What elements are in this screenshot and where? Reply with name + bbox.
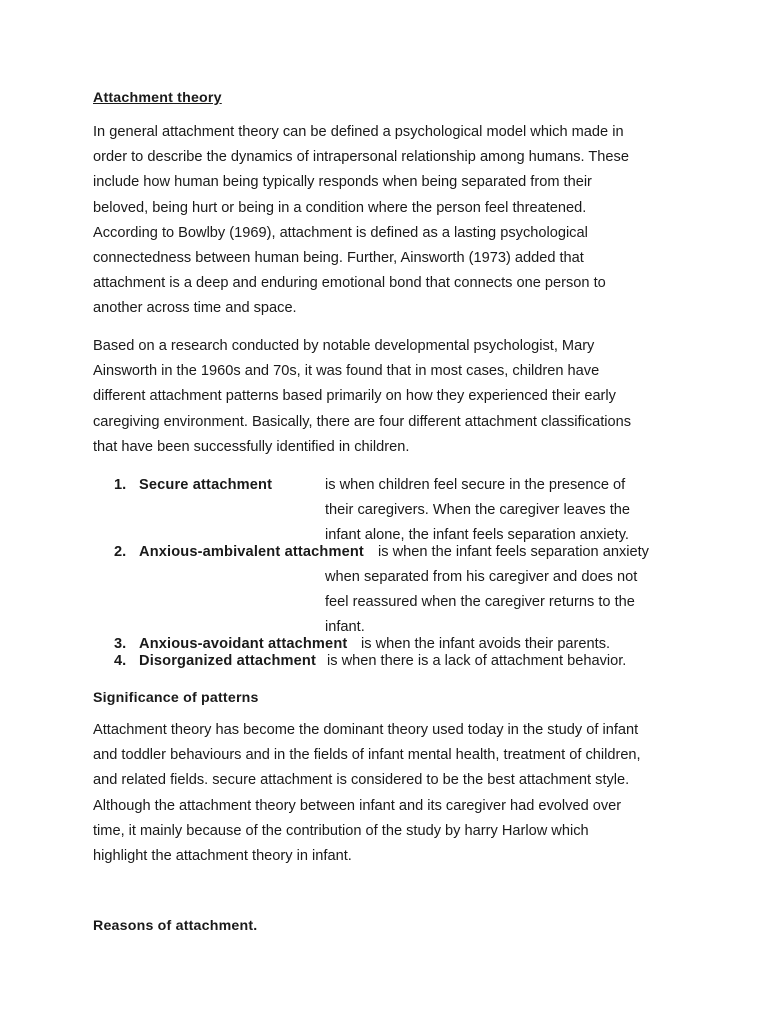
paragraph-line: Attachment theory has become the dominant theory used today in the study of infant xyxy=(93,722,639,738)
paragraph-line: In general attachment theory can be defined a psychological model which made in xyxy=(93,124,624,140)
paragraph-line: According to Bowlby (1969), attachment is defined as a lasting psychological xyxy=(93,224,588,241)
list-term: Disorganized attachment xyxy=(139,653,316,669)
list-description-line: feel reassured when the caregiver returns to the xyxy=(325,594,635,610)
list-number: 3. xyxy=(114,636,127,652)
paragraph-line: highlight the attachment theory in infant. xyxy=(93,848,352,865)
paragraph-research xyxy=(93,334,693,460)
heading-significance-of-patterns: Significance of patterns xyxy=(93,690,259,706)
list-number: 2. xyxy=(114,544,127,560)
paragraph-line: connectedness between human being. Further, Ainsworth (1973) added that xyxy=(93,250,584,267)
list-description-line: is when children feel secure in the presence of xyxy=(325,477,626,493)
list-term: Secure attachment xyxy=(139,477,273,493)
paragraph-line: time, it mainly because of the contribution of the study by harry Harlow which xyxy=(93,822,589,839)
list-description-line: infant alone, the infant feels separation anxiety. xyxy=(325,527,629,543)
paragraph-line: Although the attachment theory between infant and its caregiver had evolved over xyxy=(93,797,622,814)
paragraph-line: and related fields. secure attachment is considered to be the best attachment style. xyxy=(93,772,630,789)
list-number: 4. xyxy=(114,653,127,669)
paragraph-line: include how human being typically responds when being separated from their xyxy=(93,174,592,191)
list-description-line: is when there is a lack of attachment behavior. xyxy=(327,653,627,669)
paragraph-line: attachment is a deep and enduring emotional bond that connects one person to xyxy=(93,275,606,292)
paragraph-line: Based on a research conducted by notable developmental psychologist, Mary xyxy=(93,338,595,354)
paragraph-line: order to describe the dynamics of intrapersonal relationship among humans. These xyxy=(93,149,629,166)
list-description-line: their caregivers. When the caregiver leaves the xyxy=(325,502,630,518)
paragraph-line: that have been successfully identified in children. xyxy=(93,438,410,455)
paragraph-line: another across time and space. xyxy=(93,300,297,317)
paragraph-line: different attachment patterns based primarily on how they experienced their early xyxy=(93,388,616,405)
heading-attachment-theory: Attachment theory xyxy=(93,90,222,106)
paragraph-line: and toddler behaviours and in the fields of infant mental health, treatment of children, xyxy=(93,747,641,764)
list-term: Anxious-ambivalent attachment xyxy=(139,544,364,560)
paragraph-line: beloved, being hurt or being in a condition where the person feel threatened. xyxy=(93,199,587,216)
list-description-line: is when the infant feels separation anxiety xyxy=(378,544,649,560)
paragraph-line: Ainsworth in the 1960s and 70s, it was found that in most cases, children have xyxy=(93,363,600,380)
paragraph-significance xyxy=(93,718,693,869)
list-description-line: is when the infant avoids their parents. xyxy=(361,636,611,652)
heading-reasons-of-attachment: Reasons of attachment. xyxy=(93,918,258,934)
list-term: Anxious-avoidant attachment xyxy=(139,636,348,652)
list-number: 1. xyxy=(114,477,127,493)
paragraph-line: caregiving environment. Basically, there are four different attachment classifications xyxy=(93,413,632,430)
list-description-line: infant. xyxy=(325,619,365,635)
list-description-line: when separated from his caregiver and does not xyxy=(325,569,638,585)
paragraph-definition xyxy=(93,120,693,322)
